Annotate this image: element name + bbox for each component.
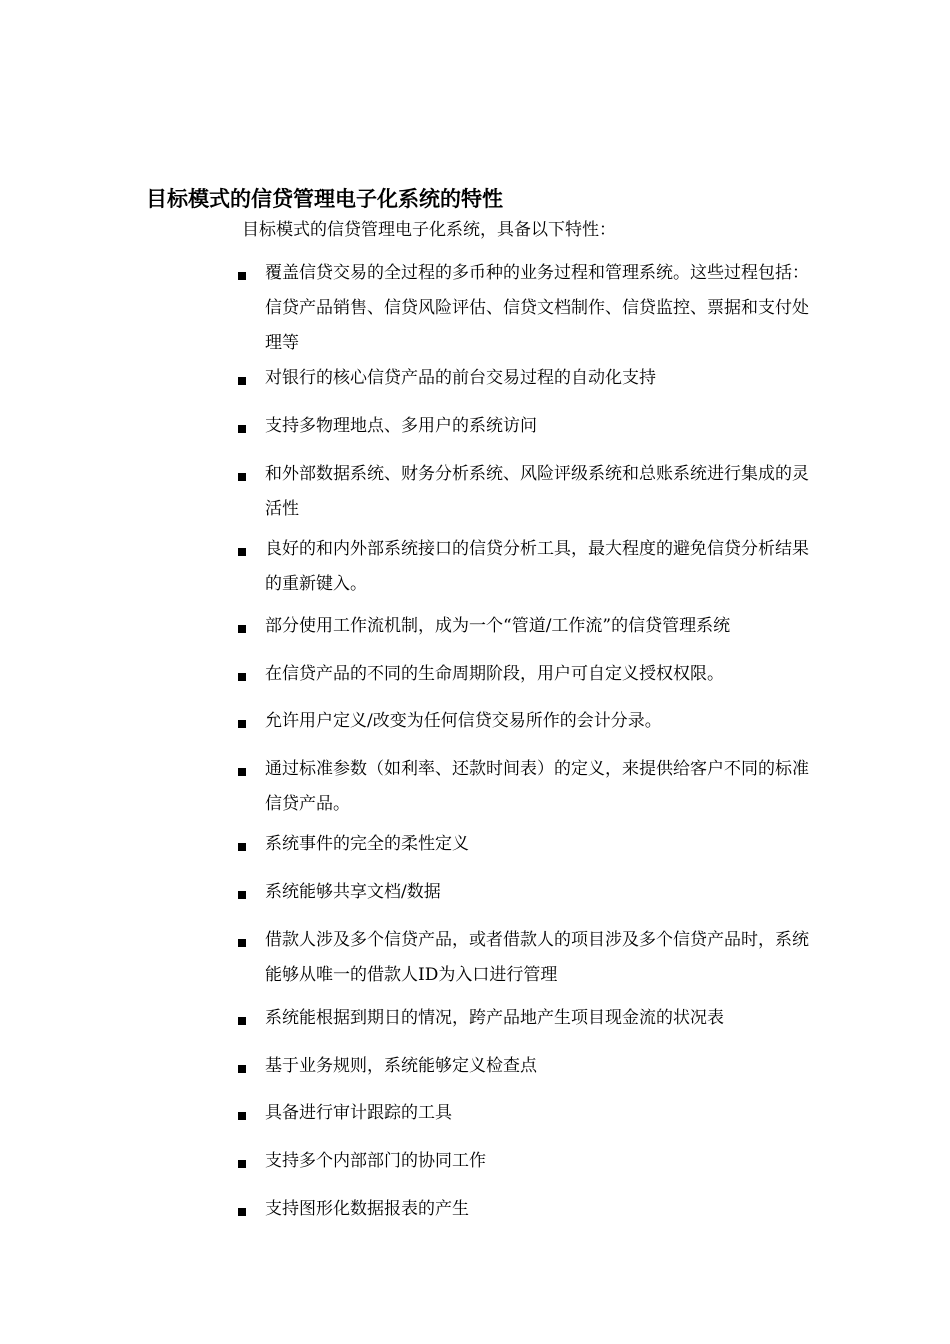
intro-text: 目标模式的信贷管理电子化系统，具备以下特性： <box>242 220 616 240</box>
feature-text: 支持图形化数据报表的产生 <box>265 1199 469 1219</box>
feature-item <box>238 417 813 452</box>
feature-text: 系统能够共享文档/数据 <box>265 882 441 902</box>
bullet-square-icon <box>238 720 246 728</box>
feature-text: 系统事件的完全的柔性定义 <box>265 834 469 854</box>
feature-text: 部分使用工作流机制，成为一个“管道/工作流”的信贷管理系统 <box>265 616 731 636</box>
feature-text: 借款人涉及多个信贷产品，或者借款人的项目涉及多个信贷产品时，系统能够从唯一的借款人ID为入口进行管理 <box>265 930 809 985</box>
bullet-square-icon <box>238 768 246 776</box>
feature-item <box>238 465 813 535</box>
feature-text: 在信贷产品的不同的生命周期阶段，用户可自定义授权权限。 <box>265 664 724 684</box>
bullet-square-icon <box>238 673 246 681</box>
feature-item <box>238 1057 813 1092</box>
feature-text: 和外部数据系统、财务分析系统、风险评级系统和总账系统进行集成的灵活性 <box>265 464 809 519</box>
bullet-square-icon <box>238 1065 246 1073</box>
feature-item <box>238 712 813 747</box>
bullet-square-icon <box>238 473 246 481</box>
feature-text: 良好的和内外部系统接口的信贷分析工具，最大程度的避免信贷分析结果的重新键入。 <box>265 539 809 594</box>
bullet-square-icon <box>238 1208 246 1216</box>
feature-text: 系统能根据到期日的情况，跨产品地产生项目现金流的状况表 <box>265 1008 724 1028</box>
bullet-square-icon <box>238 891 246 899</box>
feature-item <box>238 1200 813 1235</box>
feature-item <box>238 835 813 870</box>
feature-item <box>238 1009 813 1044</box>
bullet-square-icon <box>238 272 246 280</box>
feature-item <box>238 369 813 404</box>
bullet-square-icon <box>238 1017 246 1025</box>
feature-text: 支持多物理地点、多用户的系统访问 <box>265 416 537 436</box>
feature-text: 支持多个内部部门的协同工作 <box>265 1151 486 1171</box>
bullet-square-icon <box>238 1160 246 1168</box>
feature-item <box>238 1152 813 1187</box>
bullet-square-icon <box>238 939 246 947</box>
bullet-square-icon <box>238 625 246 633</box>
feature-item <box>238 931 813 1001</box>
feature-text: 通过标准参数（如利率、还款时间表）的定义，来提供给客户不同的标准信贷产品。 <box>265 759 809 814</box>
feature-item <box>238 665 813 700</box>
page-title: 目标模式的信贷管理电子化系统的特性 <box>146 187 503 211</box>
feature-item <box>238 264 813 369</box>
feature-item <box>238 760 813 830</box>
feature-text: 覆盖信贷交易的全过程的多币种的业务过程和管理系统。这些过程包括：信贷产品销售、信贷风险评估、信贷文档制作、信贷监控、票据和支付处理等 <box>265 263 809 353</box>
bullet-square-icon <box>238 425 246 433</box>
feature-item <box>238 540 813 610</box>
feature-text: 基于业务规则，系统能够定义检查点 <box>265 1056 537 1076</box>
feature-item <box>238 1104 813 1139</box>
bullet-square-icon <box>238 843 246 851</box>
feature-item <box>238 617 813 652</box>
feature-item <box>238 883 813 918</box>
bullet-square-icon <box>238 548 246 556</box>
feature-text: 具备进行审计跟踪的工具 <box>265 1103 452 1123</box>
bullet-square-icon <box>238 1112 246 1120</box>
feature-text: 允许用户定义/改变为任何信贷交易所作的会计分录。 <box>265 711 662 731</box>
feature-text: 对银行的核心信贷产品的前台交易过程的自动化支持 <box>265 368 656 388</box>
bullet-square-icon <box>238 377 246 385</box>
